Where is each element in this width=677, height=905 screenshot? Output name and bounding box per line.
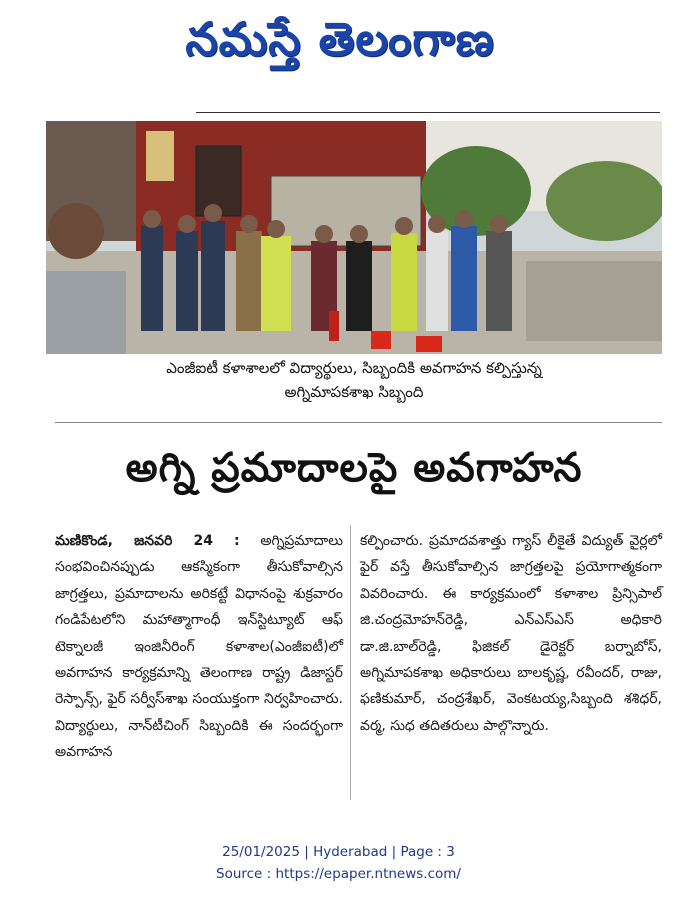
article-body-right: కల్పించారు. ప్రమాదవశాత్తు గ్యాస్ లీకైతే విద్యుత్ వైర్లలో ఫైర్ వస్తే తీసుకోవాల్సిన జాగ్రత్తలపై ప్రయోగాత్మకంగా వివరించారు. ఈ కార్యక్రమంలో కళాశాల ప్రిన్సిపాల్ జి.చంద్రమోహన్‌రెడ్డి, ఎన్‌ఎస్‌ఎస్ అధికారి డా.జి.బాల్‌రెడ్డి, ఫిజికల్ డైరెక్టర్ బర్నాబోస్, అగ్నిమాపకశాఖ అధికారులు బాలకృష్ణ, రవీందర్, రాజు, ఫణికుమార్, చంద్రశేఖర్, వెంకటయ్య,సిబ్బంది శశిధర్, వర్మ, సుధ తదితరులు పాల్గొన్నారు.: [360, 533, 662, 734]
article-body-left: అగ్నిప్రమాదాలు సంభవించినప్పుడు ఆకస్మికంగా తీసుకోవాల్సిన జాగ్రత్తలు, ప్రమాదాలను అరికట్టే విధానంపై శుక్రవారం గండిపేటలోని మహాత్మాగాంధీ ఇన్‌స్టిట్యూట్ ఆఫ్ టెక్నాలజీ ఇంజినీరింగ్ కళాశాల(ఎంజీఐటీ)లో అవగాహన కార్యక్రమాన్ని తెలంగాణ రాష్ట్ర డిజాస్టర్ రెస్పాన్స్, ఫైర్ సర్వీస్‌శాఖ సంయుక్తంగా నిర్వహించారు. విద్యార్థులు, నాన్‌టీచింగ్ సిబ్బందికి ఈ సందర్భంగా అవగాహన: [55, 533, 344, 761]
masthead-rule: [196, 112, 660, 113]
article-column-right: [360, 528, 662, 739]
masthead-title: నమస్తే తెలంగాణ: [185, 12, 495, 66]
photo-caption-line1: ఎంజీఐటీ కళాశాలలో విద్యార్థులు, సిబ్బందికి అవగాహన కల్పిస్తున్న: [166, 359, 542, 377]
news-photo: [46, 121, 662, 354]
page-footer: [0, 841, 677, 885]
caption-divider: [55, 422, 662, 423]
source-info: Source : https://epaper.ntnews.com/: [216, 866, 461, 882]
article-column-left: [55, 528, 343, 766]
news-photo-illustration: [46, 121, 662, 354]
column-divider: [350, 525, 351, 800]
publication-info: 25/01/2025 | Hyderabad | Page : 3: [222, 844, 455, 860]
photo-caption-line2: అగ్నిమాపకశాఖ సిబ్బంది: [284, 383, 424, 401]
article-dateline: మణికొండ, జనవరి 24 :: [55, 533, 240, 549]
masthead: [0, 0, 677, 92]
article-headline: అగ్ని ప్రమాదాలపై అవగాహన: [125, 445, 583, 491]
photo-caption: [46, 356, 662, 418]
